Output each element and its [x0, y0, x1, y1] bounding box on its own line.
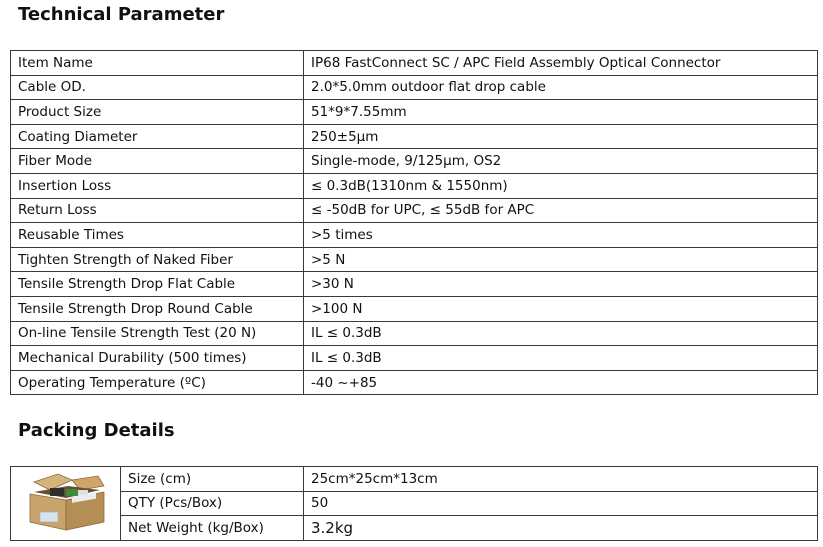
- packing-details-table: [10, 466, 818, 541]
- param-label: Reusable Times: [11, 223, 304, 248]
- table-row: [11, 296, 818, 321]
- param-label: Tighten Strength of Naked Fiber: [11, 247, 304, 272]
- table-row: [11, 124, 818, 149]
- table-row: [11, 467, 818, 492]
- table-row: [11, 247, 818, 272]
- param-value: >100 N: [304, 296, 818, 321]
- param-value: IP68 FastConnect SC / APC Field Assembly Optical Connector: [304, 51, 818, 76]
- param-value: Single-mode, 9/125μm, OS2: [304, 149, 818, 174]
- packing-box-photo: [11, 467, 121, 541]
- packing-label: Size (cm): [121, 467, 304, 492]
- packing-value: 3.2kg: [304, 516, 818, 541]
- table-row: [11, 198, 818, 223]
- param-value: 250±5μm: [304, 124, 818, 149]
- param-value: ≤ 0.3dB(1310nm & 1550nm): [304, 173, 818, 198]
- param-value: IL ≤ 0.3dB: [304, 321, 818, 346]
- param-label: Item Name: [11, 51, 304, 76]
- table-row: [11, 51, 818, 76]
- technical-parameter-title: Technical Parameter: [18, 4, 225, 25]
- param-label: Cable OD.: [11, 75, 304, 100]
- param-label: Tensile Strength Drop Flat Cable: [11, 272, 304, 297]
- table-row: [11, 100, 818, 125]
- packing-details-title: Packing Details: [18, 420, 175, 441]
- table-row: [11, 346, 818, 371]
- technical-parameter-table: [10, 50, 818, 395]
- table-row: [11, 370, 818, 395]
- param-value: >5 times: [304, 223, 818, 248]
- param-label: Fiber Mode: [11, 149, 304, 174]
- param-label: Operating Temperature (ºC): [11, 370, 304, 395]
- param-value: IL ≤ 0.3dB: [304, 346, 818, 371]
- table-row: [11, 75, 818, 100]
- param-value: 2.0*5.0mm outdoor flat drop cable: [304, 75, 818, 100]
- param-value: ≤ -50dB for UPC, ≤ 55dB for APC: [304, 198, 818, 223]
- param-label: Return Loss: [11, 198, 304, 223]
- open-box-image: [20, 472, 112, 534]
- packing-label: Net Weight (kg/Box): [121, 516, 304, 541]
- table-row: [11, 321, 818, 346]
- packing-value: 50: [304, 491, 818, 516]
- table-row: [11, 173, 818, 198]
- table-row: [11, 272, 818, 297]
- param-value: 51*9*7.55mm: [304, 100, 818, 125]
- table-row: [11, 491, 818, 516]
- param-value: >30 N: [304, 272, 818, 297]
- table-row: [11, 516, 818, 541]
- table-row: [11, 149, 818, 174]
- param-label: On-line Tensile Strength Test (20 N): [11, 321, 304, 346]
- param-value: -40 ~+85: [304, 370, 818, 395]
- packing-label: QTY (Pcs/Box): [121, 491, 304, 516]
- packing-value: 25cm*25cm*13cm: [304, 467, 818, 492]
- table-row: [11, 223, 818, 248]
- param-label: Mechanical Durability (500 times): [11, 346, 304, 371]
- param-label: Tensile Strength Drop Round Cable: [11, 296, 304, 321]
- param-label: Insertion Loss: [11, 173, 304, 198]
- param-label: Coating Diameter: [11, 124, 304, 149]
- param-value: >5 N: [304, 247, 818, 272]
- param-label: Product Size: [11, 100, 304, 125]
